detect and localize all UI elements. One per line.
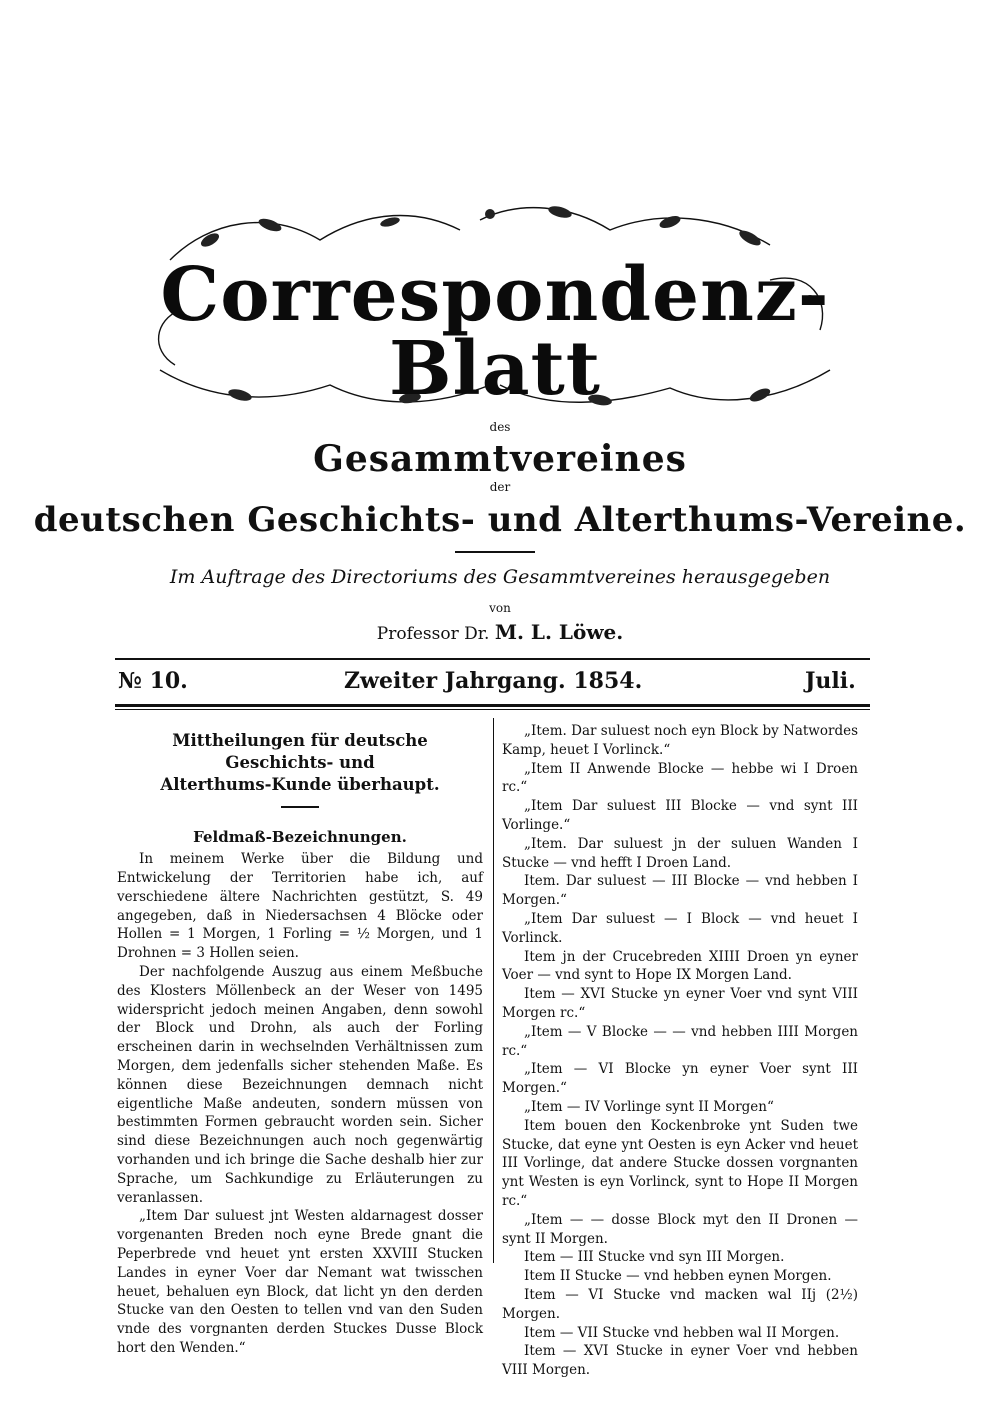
right-column [502,722,858,1380]
section-divider [281,806,319,808]
commission-line: Im Auftrage des Directoriums des Gesammtvereines herausgegeben [169,566,831,588]
editor-prefix: Professor Dr. [376,624,490,644]
entry-1: „Item. Dar suluest noch eyn Block by Natwordes Kamp, heuet I Vorlinck.“ [502,723,858,758]
editor-name: M. L. Löwe. [494,620,624,644]
entry-5: Item. Dar suluest — III Blocke — vnd hebben I Morgen.“ [502,873,858,909]
section-heading-line1: Mittheilungen für deutsche Geschichts- und [172,731,428,772]
society-subtitle: deutschen Geschichts- und Alterthums-Vereine. [33,500,967,540]
der-label: der [489,480,511,494]
entry-12: Item bouen den Kockenbroke ynt Suden twe Stucke, dat eyne ynt Oesten is eyn Acker vnd heuet III Vorlinge, dat andere Stucke dossen vorgnanten ynt Westen is eyn Vorlinck, synt to Hope II Morgen rc.“ [502,1117,858,1209]
paragraph-2: Der nachfolgende Auszug aus einem Meßbuche des Klosters Möllenbeck an der Weser von 1495 widerspricht jedoch meinen Angaben, denn sowohl der Block und Drohn, als auch der Forling erscheinen darin in wechselnden Verhältnissen zum Morgen, dem jedenfalls sicher stehenden Maße. Es können diese Bezeichnungen demnach nicht eigentliche Maße andeuten, sondern müssen von bestimmten Formen gebraucht worden sein. Sicher sind diese Bezeichnungen auch noch gegenwärtig vorhanden und ich bringe die Sache deshalb hier zur Sprache, um Sachkundige zu Erläuterungen zu veranlassen. [117,964,483,1206]
section-heading-line2: Alterthums-Kunde überhaupt. [160,775,440,794]
issue-number: № 10. [118,668,188,694]
entry-10: „Item — VI Blocke yn eyner Voer synt III Morgen.“ [502,1061,858,1097]
entry-18: Item — XVI Stucke in eyner Voer vnd hebben VIII Morgen. [502,1343,858,1379]
bottom-rule-thin [115,709,870,710]
article-title: Feldmaß-Bezeichnungen. [193,827,407,846]
paragraph-3: „Item Dar suluest jnt Westen aldarnagest dosser vorgenanten Breden noch eyne Brede gnant die Peperbrede vnd heuet ynt ersten XXVIII Stucken Landes in eyner Voer dar Nemant wat twisschen heuet, behaluen eyn Block, dat licht yn den derden Stucke van den Oesten to tellen vnd van den Suden vnde des vorgnanten derden Stuckes Dusse Block hort den Wenden.“ [117,1208,483,1357]
top-rule [115,658,870,660]
entry-2: „Item II Anwende Blocke — hebbe wi I Droen rc.“ [502,760,858,796]
divider [455,551,535,553]
entry-15: Item II Stucke — vnd hebben eynen Morgen. [524,1268,832,1285]
column-divider [493,718,494,1263]
des-label: des [489,420,511,434]
entry-11: „Item — IV Vorlinge synt II Morgen“ [524,1098,774,1115]
editor-line [0,620,1000,644]
entry-17: Item — VII Stucke vnd hebben wal II Morgen. [524,1324,840,1341]
entry-16: Item — VI Stucke vnd macken wal IIj (2½) Morgen. [502,1286,858,1322]
masthead-title: Correspondenz-Blatt [160,252,830,412]
bottom-rule-thick [115,704,870,707]
masthead-ornament [150,200,840,420]
paragraph-1: In meinem Werke über die Bildung und Entwickelung der Territorien habe ich, auf verschiedene ältere Nachrichten gestützt, S. 49 angegeben, daß in Niedersachsen 4 Blöcke oder Hollen = 1 Morgen, 1 Forling = ½ Morgen, und 1 Drohnen = 3 Hollen seien. [117,851,483,962]
entry-8: Item — XVI Stucke yn eyner Voer vnd synt VIII Morgen rc.“ [502,986,858,1021]
von-label: von [489,601,511,615]
entry-9: „Item — V Blocke — — vnd hebben IIII Morgen rc.“ [502,1023,858,1059]
society-name: Gesammtvereines [313,438,687,480]
entry-14: Item — III Stucke vnd syn III Morgen. [524,1249,785,1266]
entry-6: „Item Dar suluest — I Block — vnd heuet I Vorlinck. [502,910,858,946]
issue-year: Zweiter Jahrgang. 1854. [344,668,643,694]
entry-4: „Item. Dar suluest jn der suluen Wanden I Stucke — vnd hefft I Droen Land. [502,835,858,871]
issue-month: Juli. [805,668,856,694]
entry-3: „Item Dar suluest III Blocke — vnd synt III Vorlinge.“ [502,798,858,833]
left-column [117,730,483,1358]
entry-7: Item jn der Crucebreden XIIII Droen yn eyner Voer — vnd synt to Hope IX Morgen Land. [502,948,858,984]
entry-13: „Item — — dosse Block myt den II Dronen — synt II Morgen. [502,1211,858,1247]
